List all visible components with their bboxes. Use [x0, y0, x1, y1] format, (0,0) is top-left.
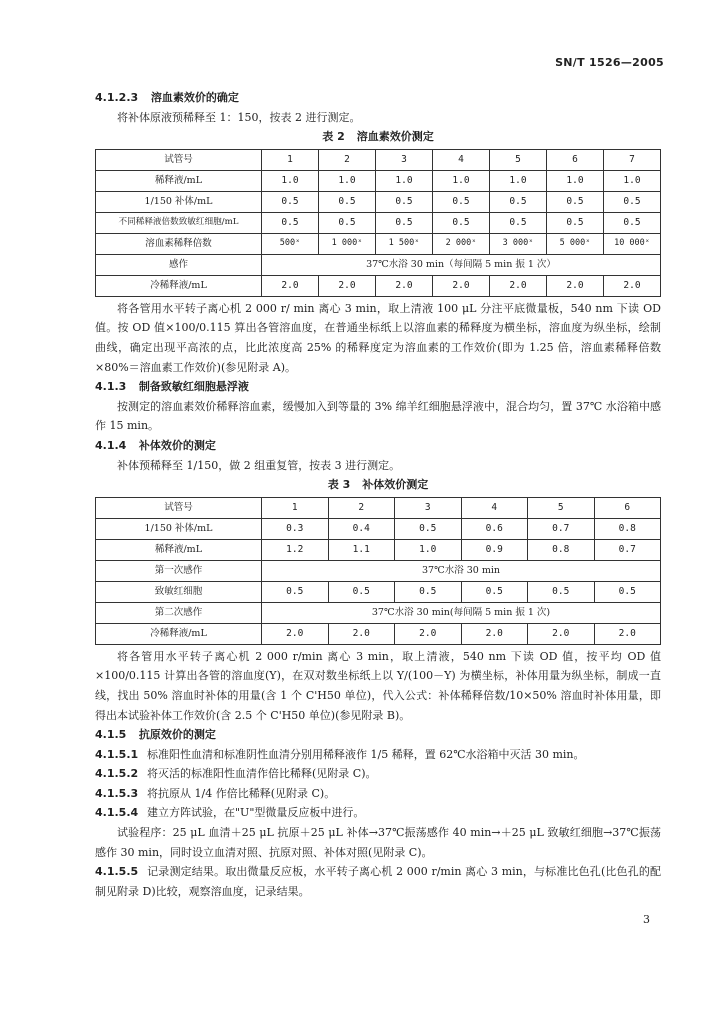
table-cell: 500ˣ [262, 233, 319, 254]
table-cell: 0.5 [262, 212, 319, 233]
table-cell: 冷稀释液/mL [96, 623, 262, 644]
table-row [96, 233, 661, 254]
standard-number: SN/T 1526—2005 [555, 56, 664, 69]
table-row [96, 275, 661, 296]
table-cell: 0.3 [262, 518, 329, 539]
table-cell: 2.0 [490, 275, 547, 296]
table-cell: 0.5 [604, 212, 661, 233]
table-row [96, 497, 661, 518]
table-cell: 溶血素稀释倍数 [96, 233, 262, 254]
table-row [96, 170, 661, 191]
paragraph-test-procedure: 试验程序：25 μL 血清＋25 μL 抗原＋25 μL 补体→37℃振荡感作 40 min→＋25 μL 致敏红细胞→37℃振荡感作 30 min，同时设立血清对照、抗原对照、补体对照(见附录 C)。 [95, 826, 661, 859]
section-title: 溶血素效价的确定 [150, 91, 239, 104]
table-cell: 0.5 [376, 191, 433, 212]
table-cell: 1 000ˣ [319, 233, 376, 254]
table-cell: 冷稀释液/mL [96, 275, 262, 296]
table-cell: 6 [547, 149, 604, 170]
table-cell: 1 500ˣ [376, 233, 433, 254]
table-cell: 0.5 [594, 581, 661, 602]
table-cell: 1/150 补体/mL [96, 518, 262, 539]
table-row [96, 539, 661, 560]
table3-caption [95, 475, 661, 495]
table-cell: 第一次感作 [96, 560, 262, 581]
table-cell: 2.0 [461, 623, 528, 644]
table2-caption [95, 127, 661, 147]
table-cell: 1/150 补体/mL [96, 191, 262, 212]
table-cell: 0.5 [319, 212, 376, 233]
table-cell: 不同稀释液倍数致敏红细胞/mL [96, 212, 262, 233]
table-cell: 0.8 [594, 518, 661, 539]
table-row [96, 602, 661, 623]
item-text: 将灭活的标准阳性血清作倍比稀释(见附录 C)。 [147, 767, 377, 781]
table-cell: 0.5 [376, 212, 433, 233]
table-cell: 1.1 [328, 539, 395, 560]
list-item [95, 745, 661, 765]
section-title: 补体效价的测定 [138, 438, 216, 452]
table-cell: 0.5 [395, 581, 462, 602]
table-cell: 第二次感作 [96, 602, 262, 623]
item-text: 记录测定结果。取出微量反应板，水平转子离心机 2 000 r/min 离心 3 min，与标准比色孔(比色孔的配制见附录 D)比较，观察溶血度，记录结果。 [95, 865, 661, 898]
table-row [96, 254, 661, 275]
table-row [96, 581, 661, 602]
table-cell: 1.0 [433, 170, 490, 191]
table-cell: 2.0 [433, 275, 490, 296]
table-cell: 3 [376, 149, 433, 170]
table-cell: 0.5 [490, 212, 547, 233]
list-item-record-results [95, 862, 661, 901]
table-cell: 4 [433, 149, 490, 170]
table-cell: 2 [319, 149, 376, 170]
table-cell: 0.7 [594, 539, 661, 560]
table-row [96, 518, 661, 539]
section-number: 4.1.5 [95, 728, 127, 742]
table2-label: 表 2 [322, 130, 345, 144]
table-cell: 7 [604, 149, 661, 170]
table-cell: 3 000ˣ [490, 233, 547, 254]
table-cell: 1 [262, 149, 319, 170]
table-cell: 感作 [96, 254, 262, 275]
table-cell: 试管号 [96, 149, 262, 170]
table-cell: 1.0 [319, 170, 376, 191]
table-cell: 0.5 [604, 191, 661, 212]
section-number: 4.1.3 [95, 380, 127, 394]
table-cell: 0.5 [547, 191, 604, 212]
table-row [96, 191, 661, 212]
table-cell: 5 [490, 149, 547, 170]
table-cell: 1.0 [490, 170, 547, 191]
table2-title: 溶血素效价测定 [356, 130, 434, 144]
table-cell: 2.0 [319, 275, 376, 296]
item-text: 建立方阵试验，在"U"型微量反应板中进行。 [147, 806, 365, 820]
table-cell: 10 000ˣ [604, 233, 661, 254]
paragraph-complement-procedure: 将各管用水平转子离心机 2 000 r/min 离心 3 min，取上清液，540 nm 下读 OD 值，按平均 OD 值×100/0.115 计算出各管的溶血度(Y)，在双对数坐标纸上以 Y/(100－Y) 为横坐标，补体用量为纵坐标，制成一直线，找出 50% 溶血时补体的用量(含 1 个 C'H50 单位)，代入公式：补体稀释倍数/10×50% 溶血时补体用量，即得出本试验补体工作效价(含 2.5 个 C'H50 单位)(参见附录 B)。 [95, 649, 661, 722]
table-cell: 0.5 [461, 581, 528, 602]
section-title: 制备致敏红细胞悬浮液 [138, 380, 249, 394]
table-cell: 5 000ˣ [547, 233, 604, 254]
table-cell: 2.0 [395, 623, 462, 644]
item-number: 4.1.5.3 [95, 786, 139, 800]
table-cell-merged: 37℃水浴 30 min(每间隔 5 min 振 1 次) [262, 602, 661, 623]
item-text: 将抗原从 1/4 作倍比稀释(见附录 C)。 [147, 786, 336, 800]
table-cell: 3 [395, 497, 462, 518]
paragraph-sensitized-rbc: 按测定的溶血素效价稀释溶血素，缓慢加入到等量的 3% 绵羊红细胞悬浮液中，混合均匀，置 37℃ 水浴箱中感作 15 min。 [95, 399, 661, 433]
table2-hemolysin-titer [95, 149, 661, 297]
table-cell: 1.0 [262, 170, 319, 191]
table-cell: 0.9 [461, 539, 528, 560]
table-cell: 2.0 [528, 623, 595, 644]
table3-title: 补体效价测定 [362, 478, 429, 492]
table3-complement-titer [95, 497, 661, 645]
page-number: 3 [643, 913, 650, 926]
section-title: 抗原效价的测定 [138, 728, 216, 742]
table-cell: 1.0 [604, 170, 661, 191]
section-number: 4.1.4 [95, 438, 127, 452]
paragraph-predilute: 将补体原液预稀释至 1：150，按表 2 进行测定。 [117, 110, 361, 124]
paragraph-complement-predilute: 补体预稀释至 1/150，做 2 组重复管，按表 3 进行测定。 [117, 458, 401, 472]
table-cell: 2.0 [547, 275, 604, 296]
table-cell: 致敏红细胞 [96, 581, 262, 602]
table-cell: 6 [594, 497, 661, 518]
document-body [95, 88, 661, 901]
table-cell: 2.0 [328, 623, 395, 644]
table-row [96, 212, 661, 233]
item-number: 4.1.5.2 [95, 767, 139, 781]
section-heading-4-1-2-3 [95, 88, 661, 108]
item-number: 4.1.5.5 [95, 865, 139, 879]
table-cell: 2.0 [594, 623, 661, 644]
table-cell: 0.4 [328, 518, 395, 539]
paragraph-hemolysin-procedure: 将各管用水平转子离心机 2 000 r/ min 离心 3 min，取上清液 100 μL 分注平底微量板，540 nm 下读 OD 值。按 OD 值×100/0.115 算出各管溶血度，在普通坐标纸上以溶血素的稀释度为横坐标，溶血度为纵坐标，绘制曲线，确定出现平高浓的点，比此浓度高 25% 的稀释度定为溶血素的工作效价(即为 1.25 倍，溶血素稀释倍数×80%＝溶血素工作效价)(参见附录 A)。 [95, 301, 661, 374]
list-item [95, 764, 661, 784]
table-cell: 2.0 [262, 623, 329, 644]
section-heading-4-1-4 [95, 436, 661, 456]
list-item [95, 803, 661, 823]
table-cell: 0.5 [262, 581, 329, 602]
table-row [96, 623, 661, 644]
table-cell: 0.5 [433, 212, 490, 233]
item-text: 标准阳性血清和标准阴性血清分别用稀释液作 1/5 稀释，置 62℃水浴箱中灭活 30 min。 [147, 747, 585, 761]
table-cell: 2.0 [604, 275, 661, 296]
table-cell: 5 [528, 497, 595, 518]
table-row [96, 560, 661, 581]
table-cell: 0.5 [262, 191, 319, 212]
section-heading-4-1-3 [95, 377, 661, 397]
item-number: 4.1.5.4 [95, 806, 139, 820]
table-cell: 0.5 [319, 191, 376, 212]
table-cell: 1.0 [395, 539, 462, 560]
table-cell: 1.2 [262, 539, 329, 560]
table-cell: 2.0 [376, 275, 433, 296]
table-cell: 2 [328, 497, 395, 518]
table-cell: 0.5 [433, 191, 490, 212]
table-cell: 0.8 [528, 539, 595, 560]
table-cell: 0.6 [461, 518, 528, 539]
table-cell: 0.5 [528, 581, 595, 602]
table-cell: 试管号 [96, 497, 262, 518]
list-item [95, 784, 661, 804]
table-cell: 0.5 [395, 518, 462, 539]
table-cell: 0.5 [547, 212, 604, 233]
table-cell-merged: 37℃水浴 30 min（每间隔 5 min 振 1 次） [262, 254, 661, 275]
table-cell: 4 [461, 497, 528, 518]
table-row [96, 149, 661, 170]
table-cell: 1 [262, 497, 329, 518]
table-cell: 1.0 [547, 170, 604, 191]
table-cell: 稀释液/mL [96, 539, 262, 560]
section-number: 4.1.2.3 [95, 91, 139, 104]
table-cell: 1.0 [376, 170, 433, 191]
section-heading-4-1-5 [95, 725, 661, 745]
table-cell: 2 000ˣ [433, 233, 490, 254]
table3-label: 表 3 [327, 478, 351, 492]
table-cell: 2.0 [262, 275, 319, 296]
table-cell: 0.7 [528, 518, 595, 539]
table-cell: 0.5 [328, 581, 395, 602]
table-cell: 稀释液/mL [96, 170, 262, 191]
table-cell-merged: 37℃水浴 30 min [262, 560, 661, 581]
table-cell: 0.5 [490, 191, 547, 212]
item-number: 4.1.5.1 [95, 747, 139, 761]
